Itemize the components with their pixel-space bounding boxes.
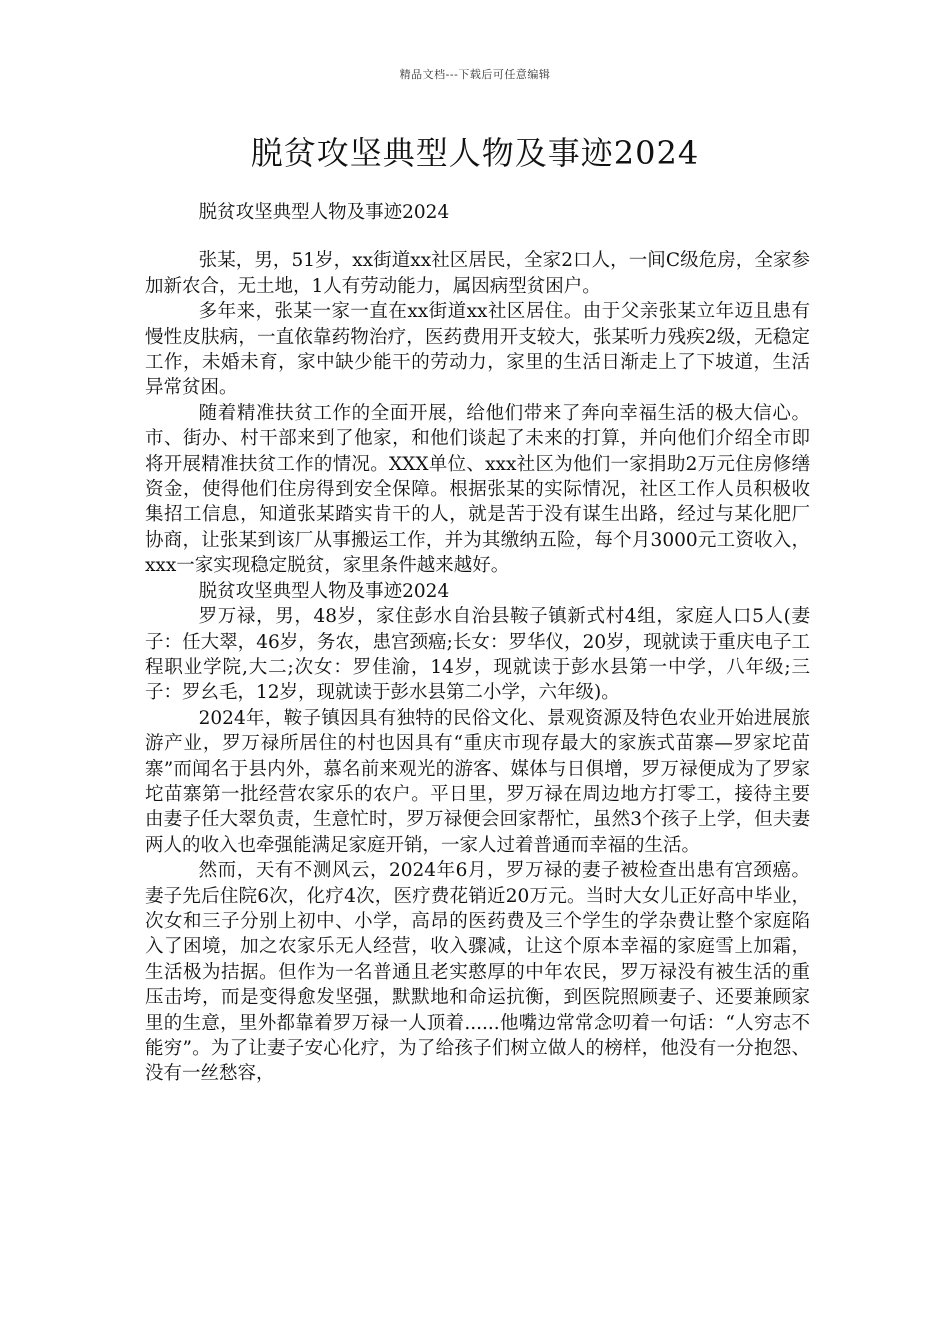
header-note: 精品文档---下载后可任意编辑 xyxy=(399,68,551,81)
paragraph: 多年来，张某一家一直在xx街道xx社区居住。由于父亲张某立年迈且患有慢性皮肤病，一直依靠药物治疗，医药费用开支较大，张某听力残疾2级，无稳定工作，未婚未育，家中缺少能干的劳动力，家里的生活日渐走上了下坡道，生活异常贫困。 xyxy=(145,301,810,399)
paragraph: 张某，男，51岁，xx街道xx社区居民，全家2口人，一间C级危房，全家参加新农合，无土地，1人有劳动能力，属因病型贫困户。 xyxy=(145,250,810,297)
paragraph-subtitle: 脱贫攻坚典型人物及事迹2024 xyxy=(198,202,450,223)
paragraph: 随着精准扶贫工作的全面开展，给他们带来了奔向幸福生活的极大信心。市、街办、村干部来到了他家，和他们谈起了未来的打算，并向他们介绍全市即将开展精准扶贫工作的情况。XXX单位、xxx社区为他们一家捐助2万元住房修缮资金，使得他们住房得到安全保障。根据张某的实际情况，社区工作人员积极收集招工信息，知道张某踏实肯干的人，就是苦于没有谋生出路，经过与某化肥厂协商，让张某到该厂从事搬运工作，并为其缴纳五险，每个月3000元工资收入，xxx一家实现稳定脱贫，家里条件越来越好。 xyxy=(145,402,810,577)
paragraph: 2024年，鞍子镇因具有独特的民俗文化、景观资源及特色农业开始进展旅游产业，罗万禄所居住的村也因具有“重庆市现存最大的家族式苗寨—罗家坨苗寨”而闻名于县内外，慕名前来观光的游客、媒体与日俱增，罗万禄便成为了罗家坨苗寨第一批经营农家乐的农户。平日里，罗万禄在周边地方打零工，接待主要由妻子任大翠负责，生意忙时，罗万禄便会回家帮忙，虽然3个孩子上学，但夫妻两人的收入也牵强能满足家庭开销，一家人过着普通而幸福的生活。 xyxy=(145,707,810,856)
paragraph-section-heading: 脱贫攻坚典型人物及事迹2024 xyxy=(198,580,450,602)
paragraph: 罗万禄，男，48岁，家住彭水自治县鞍子镇新式村4组，家庭人口5人(妻子：任大翠，46岁，务农，患宫颈癌;长女：罗华仪，20岁，现就读于重庆电子工程职业学院,大二;次女：罗佳渝，14岁，现就读于彭水县第一中学，八年级;三子：罗幺毛，12岁，现就读于彭水县第二小学，六年级)。 xyxy=(145,606,810,704)
document-title: 脱贫攻坚典型人物及事迹2024 xyxy=(250,134,700,172)
document-body xyxy=(145,200,810,1087)
paragraph: 然而，天有不测风云，2024年6月，罗万禄的妻子被检查出患有宫颈癌。妻子先后住院6次，化疗4次，医疗费花销近20万元。当时大女儿正好高中毕业，次女和三子分别上初中、小学，高昂的医药费及三个学生的学杂费让整个家庭陷入了困境，加之农家乐无人经营，收入骤减，让这个原本幸福的家庭雪上加霜，生活极为拮据。但作为一名普通且老实憨厚的中年农民，罗万禄没有被生活的重压击垮，而是变得愈发坚强，默默地和命运抗衡，到医院照顾妻子、还要兼顾家里的生意，里外都靠着罗万禄一人顶着......他嘴边常常念叨着一句话：“人穷志不能穷”。为了让妻子安心化疗，为了给孩子们树立做人的榜样，他没有一分抱怨、没有一丝愁容， xyxy=(145,860,810,1085)
